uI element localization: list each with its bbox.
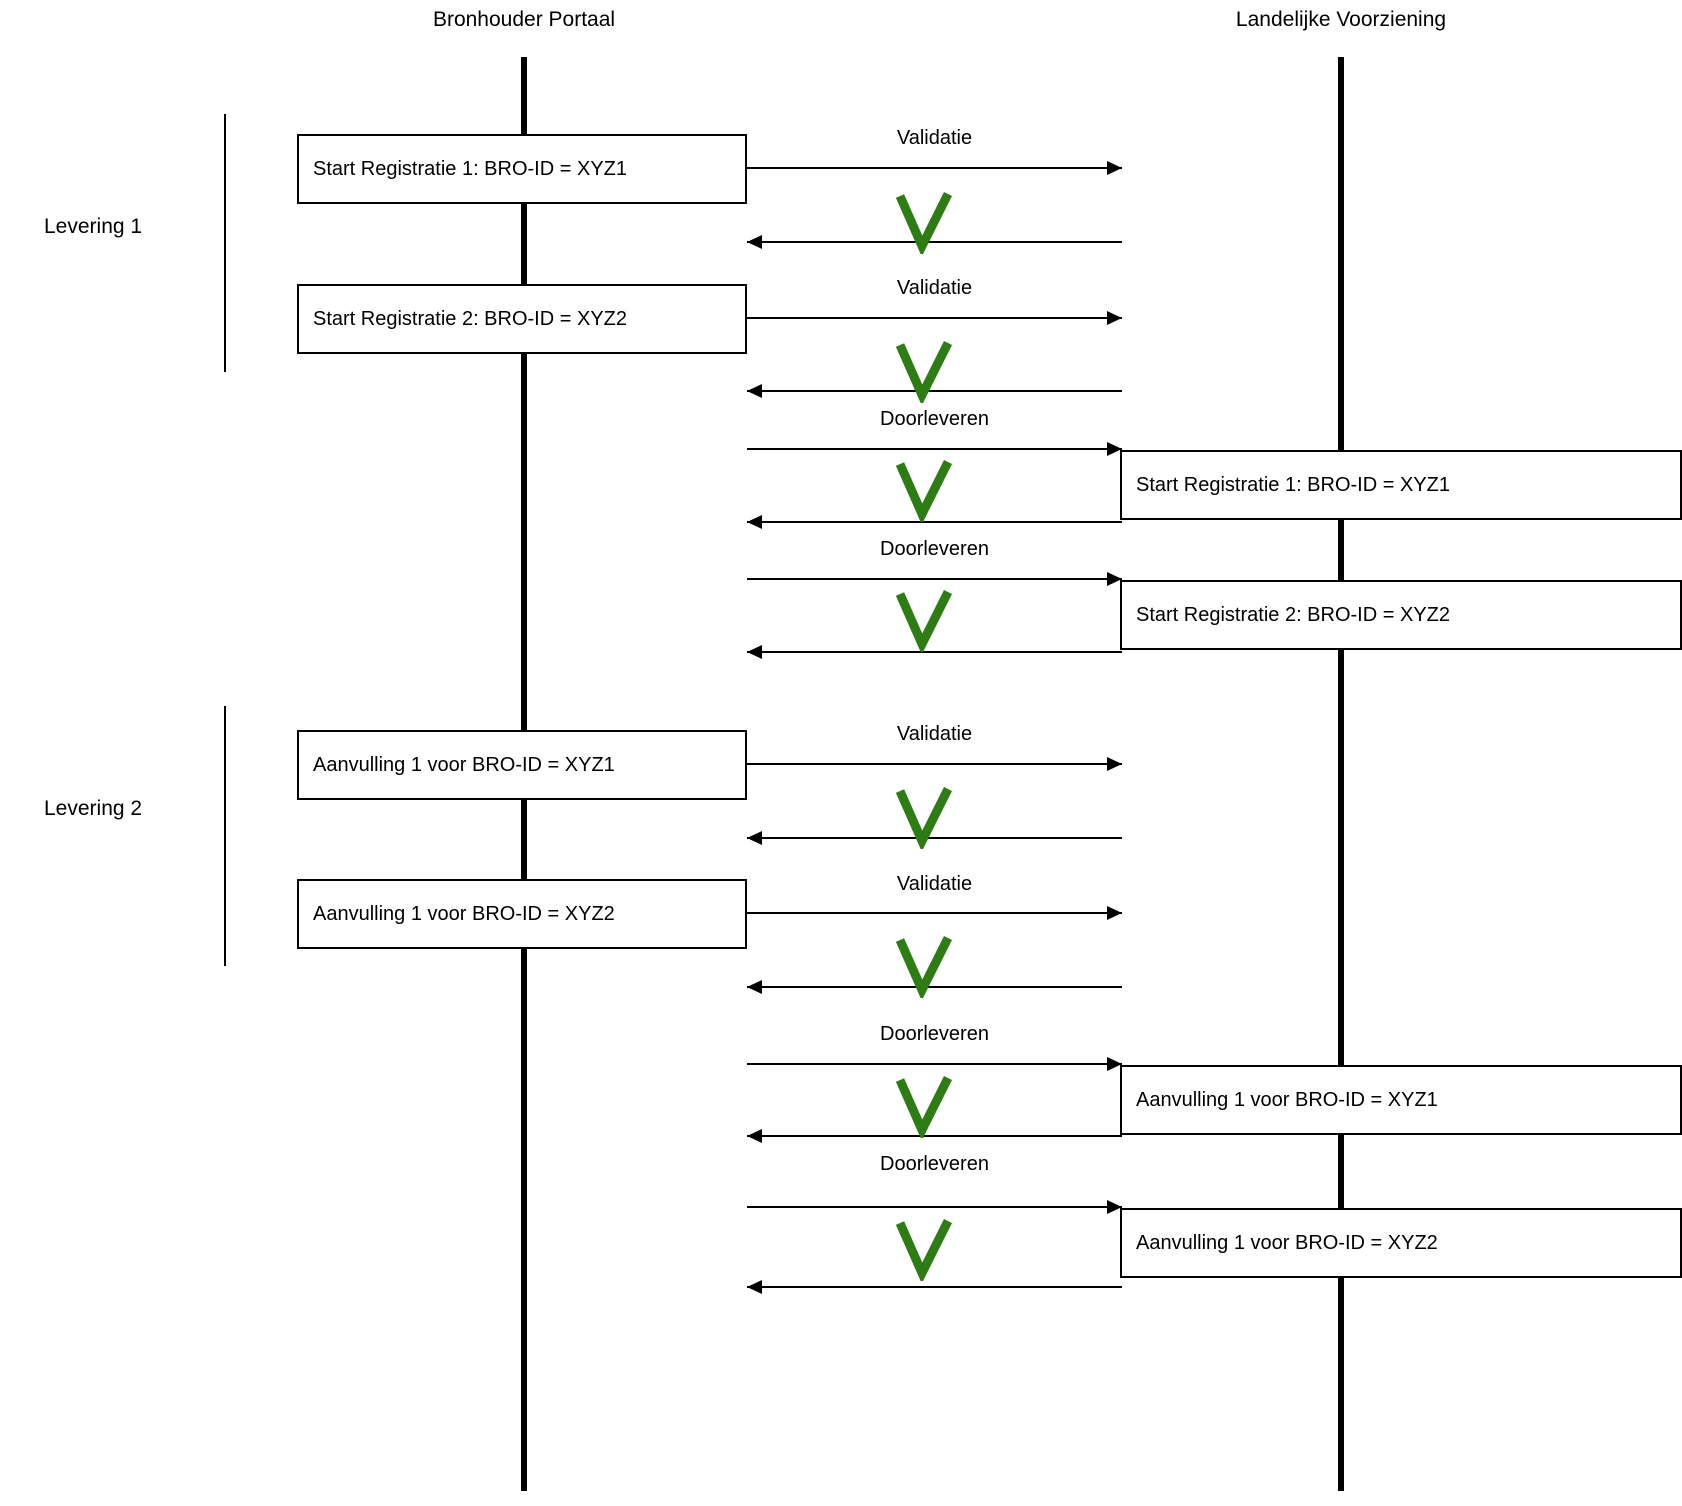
group-bracket-levering-1 xyxy=(224,114,226,372)
validation-check-icon-check-2 xyxy=(896,341,952,403)
lifeline-label-landelijke: Landelijke Voorziening xyxy=(1235,8,1447,31)
arrow-head-icon-msg-8 xyxy=(747,645,762,659)
group-bracket-levering-2 xyxy=(224,706,226,966)
message-box-box-7: Aanvulling 1 voor BRO-ID = XYZ1 xyxy=(1120,1065,1682,1135)
arrow-head-icon-msg-4 xyxy=(747,384,762,398)
validation-check-icon-check-7 xyxy=(896,1076,952,1138)
message-line-msg-7 xyxy=(747,578,1122,580)
message-label-msg-5: Doorleveren xyxy=(880,408,989,430)
arrow-head-icon-msg-12 xyxy=(747,980,762,994)
message-box-box-1: Start Registratie 1: BRO-ID = XYZ1 xyxy=(297,134,747,204)
arrow-head-icon-msg-16 xyxy=(747,1280,762,1294)
message-label-msg-7: Doorleveren xyxy=(880,538,989,560)
validation-check-icon-check-4 xyxy=(896,590,952,652)
message-label-msg-15: Doorleveren xyxy=(880,1153,989,1175)
message-line-msg-5 xyxy=(747,448,1122,450)
group-label-levering-2: Levering 2 xyxy=(44,797,143,820)
message-label-msg-9: Validatie xyxy=(896,723,973,745)
arrow-head-icon-msg-3 xyxy=(1107,311,1122,325)
message-label-msg-3: Validatie xyxy=(896,277,973,299)
arrow-head-icon-msg-2 xyxy=(747,235,762,249)
arrow-head-icon-msg-1 xyxy=(1107,161,1122,175)
validation-check-icon-check-6 xyxy=(896,936,952,998)
lifeline-label-bronhouder: Bronhouder Portaal xyxy=(432,8,616,31)
arrow-head-icon-msg-14 xyxy=(747,1129,762,1143)
message-box-box-4: Start Registratie 2: BRO-ID = XYZ2 xyxy=(1120,580,1682,650)
message-box-box-8: Aanvulling 1 voor BRO-ID = XYZ2 xyxy=(1120,1208,1682,1278)
message-label-msg-1: Validatie xyxy=(896,127,973,149)
validation-check-icon-check-5 xyxy=(896,787,952,849)
message-box-box-2: Start Registratie 2: BRO-ID = XYZ2 xyxy=(297,284,747,354)
message-line-msg-15 xyxy=(747,1206,1122,1208)
validation-check-icon-check-3 xyxy=(896,460,952,522)
group-label-levering-1: Levering 1 xyxy=(44,215,143,238)
message-box-box-6: Aanvulling 1 voor BRO-ID = XYZ2 xyxy=(297,879,747,949)
validation-check-icon-check-1 xyxy=(896,192,952,254)
message-box-box-5: Aanvulling 1 voor BRO-ID = XYZ1 xyxy=(297,730,747,800)
arrow-head-icon-msg-9 xyxy=(1107,757,1122,771)
validation-check-icon-check-8 xyxy=(896,1219,952,1281)
message-line-msg-1 xyxy=(747,167,1122,169)
arrow-head-icon-msg-10 xyxy=(747,831,762,845)
arrow-head-icon-msg-11 xyxy=(1107,906,1122,920)
message-line-msg-11 xyxy=(747,912,1122,914)
message-label-msg-11: Validatie xyxy=(896,873,973,895)
message-line-msg-3 xyxy=(747,317,1122,319)
message-line-msg-16 xyxy=(747,1286,1122,1288)
arrow-head-icon-msg-6 xyxy=(747,515,762,529)
message-box-box-3: Start Registratie 1: BRO-ID = XYZ1 xyxy=(1120,450,1682,520)
message-label-msg-13: Doorleveren xyxy=(880,1023,989,1045)
message-line-msg-9 xyxy=(747,763,1122,765)
message-line-msg-13 xyxy=(747,1063,1122,1065)
